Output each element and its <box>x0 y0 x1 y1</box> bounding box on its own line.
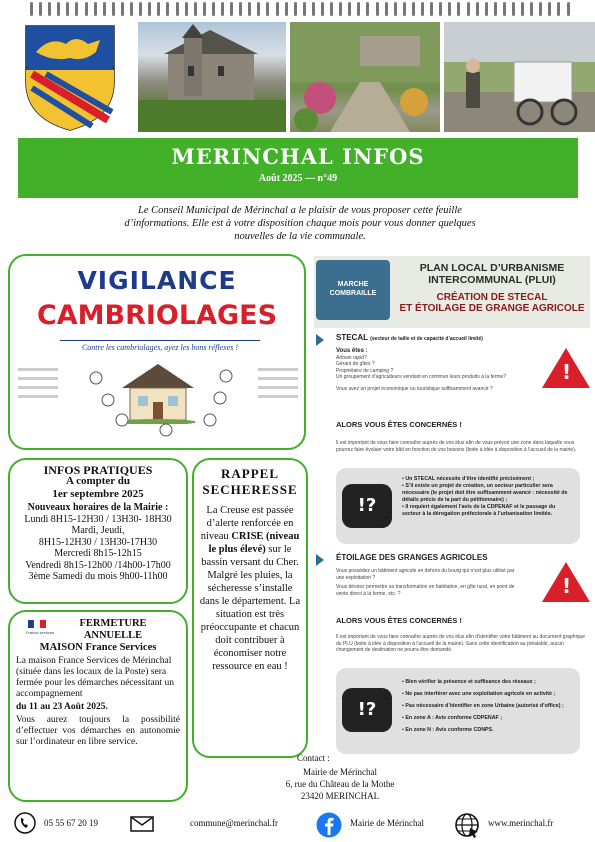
list-item: ▪ Un STECAL nécessite d’être identifié précisément ; <box>402 476 574 483</box>
warning-icon: ! <box>542 562 590 602</box>
rappel-secheresse-box <box>192 458 308 758</box>
spiral-ring <box>239 2 242 16</box>
parade-photo <box>444 22 595 132</box>
spiral-ring <box>557 2 560 16</box>
stecal-info: Il est important de vous faire connaître auprès de vos élus afin de vous prévoir une zone dans laquelle vous pourrez faire évoluer votre bâti en fonction de vos besoins (boite à idée à disposition à l’accueil de la mairie). <box>336 440 577 453</box>
spiral-ring <box>166 2 169 16</box>
title-banner <box>18 138 578 198</box>
france-services-label: France services <box>26 630 55 635</box>
spiral-ring <box>303 2 306 16</box>
spiral-ring <box>148 2 151 16</box>
france-services-logo <box>26 620 56 640</box>
contact-block <box>255 752 425 802</box>
spiral-ring <box>567 2 570 16</box>
spiral-ring <box>512 2 515 16</box>
question: Vous désirez permettre sa transformation en habitation, en gîte rural, en point de vente direct à la ferme, etc. ? <box>336 584 515 597</box>
plui-subtitle-line: CRÉATION DE STECAL <box>436 292 548 303</box>
contact-line: 23420 MERINCHAL <box>300 791 380 801</box>
question: Propriétaire de camping ? <box>336 367 394 374</box>
warning-icon: ! <box>542 348 590 388</box>
spiral-ring <box>312 2 315 16</box>
website-link[interactable]: www.merinchal.fr <box>488 818 554 828</box>
spiral-ring <box>48 2 51 16</box>
question-icon: !? <box>342 688 392 732</box>
coat-of-arms-icon <box>22 22 118 132</box>
intro-text <box>100 204 500 243</box>
question: Gérant de gîtes ? <box>336 361 375 367</box>
hours-line: Vendredi 8h15-12h00 /14h00-17h00 <box>25 559 171 571</box>
fermeture-title: FERMETURE <box>79 618 147 629</box>
spiral-ring <box>348 2 351 16</box>
spiral-ring <box>212 2 215 16</box>
list-item: ▪ Il requiert également l’avis de la CDPENAF et le passage du secteur à la dérogation préfectorale à l’urbanisation limitée. <box>402 504 574 518</box>
phone-icon <box>14 812 36 834</box>
footer <box>0 812 595 838</box>
plui-panel <box>314 256 590 818</box>
spiral-ring <box>412 2 415 16</box>
spiral-ring <box>203 2 206 16</box>
spiral-ring <box>421 2 424 16</box>
spiral-ring <box>157 2 160 16</box>
intro-line: Le Conseil Municipal de Mérinchal a le plaisir de vous proposer cette feuille <box>138 205 462 216</box>
fermeture-text: Vous aurez toujours la possibilité d’effectuer vos démarches en autonomie sur l’ordinateur en libre service. <box>16 715 180 747</box>
vigilance-box <box>8 254 306 450</box>
secheresse-title: SECHERESSE <box>202 482 298 497</box>
list-item: ▪ Ne pas interférer avec une exploitation agricole en activité ; <box>402 688 574 700</box>
list-item: ▪ Pas nécessaire d’identifier en zone Urbaine (autorisé d’office) ; <box>402 700 574 712</box>
spiral-ring <box>439 2 442 16</box>
vigilance-tagline: Contre les cambriolages, ayez les bons réflexes ! <box>60 340 260 352</box>
contact-line: Mairie de Mérinchal <box>303 767 377 777</box>
intro-line: d’informations. Elle est à votre disposition chaque mois pour vous donner quelques <box>124 218 476 229</box>
concerned-heading: ALORS VOUS ÊTES CONCERNÉS ! <box>336 420 462 429</box>
spiral-ring <box>185 2 188 16</box>
list-item: ▪ Bien vérifier la présence et suffisance des réseaux ; <box>402 676 574 688</box>
etoilage-title: ÉTOILAGE DES GRANGES AGRICOLES <box>336 553 488 562</box>
garden-path-photo <box>290 22 440 132</box>
arrow-icon <box>316 554 324 566</box>
hours-line: 8H15-12H30 / 13H30-17H30 <box>38 536 158 548</box>
question: Vous possédez un bâtiment agricole en dehors du bourg qui n’est plus utilisé par une exploitation ? <box>336 568 515 581</box>
spiral-ring <box>366 2 369 16</box>
stecal-questions <box>336 348 516 392</box>
infos-date-line: 1er septembre 2025 <box>52 488 144 500</box>
castle-photo <box>138 22 286 132</box>
plui-subtitle-line: ET ÉTOILAGE DE GRANGE AGRICOLE <box>399 303 585 314</box>
spiral-ring <box>394 2 397 16</box>
spiral-ring <box>448 2 451 16</box>
spiral-ring <box>266 2 269 16</box>
hours-line: Mercredi 8h15-12h15 <box>54 548 142 559</box>
infos-pratiques-box <box>8 458 188 604</box>
spiral-ring <box>548 2 551 16</box>
vous-etes: Vous êtes : <box>336 348 368 354</box>
plui-title-line: PLAN LOCAL D’URBANISME <box>419 262 565 274</box>
newsletter-title: MERINCHAL INFOS <box>171 144 425 169</box>
arrow-icon <box>316 334 324 346</box>
tips-right <box>258 362 298 422</box>
stecal-requirements <box>336 468 580 544</box>
spiral-ring <box>57 2 60 16</box>
spiral-ring <box>230 2 233 16</box>
stecal-title: STECAL (secteur de taille et de capacité d’accueil limité) <box>336 333 483 342</box>
annuelle-title: ANNUELLE <box>83 630 143 641</box>
marche-combraille-logo: MARCHE COMBRAILLE <box>316 260 390 320</box>
spiral-ring <box>176 2 179 16</box>
maison-title: MAISON France Services <box>39 642 157 653</box>
issue-number: Août 2025 — n°49 <box>258 173 338 184</box>
etoilage-requirements <box>336 668 580 754</box>
hours-line: 3ème Samedi du mois 9h00-11h00 <box>28 571 168 582</box>
fermeture-text: La maison France Services de Mérinchal (située dans les locaux de la Poste) sera fermée pour les démarches nécessitant un accompagnement <box>16 656 175 699</box>
mail-icon <box>130 816 154 832</box>
contact-line: 6, rue du Château de la Mothe <box>285 779 395 789</box>
phone-number[interactable]: 05 55 67 20 19 <box>44 818 98 828</box>
spiral-binding <box>30 2 570 18</box>
spiral-ring <box>94 2 97 16</box>
spiral-ring <box>139 2 142 16</box>
facebook-link[interactable]: Mairie de Mérinchal <box>350 818 424 828</box>
list-item: ▪ En zone A : Avis conforme CDPENAF ; <box>402 712 574 724</box>
infos-title: INFOS PRATIQUES <box>43 463 153 477</box>
spiral-ring <box>85 2 88 16</box>
spiral-ring <box>330 2 333 16</box>
spiral-ring <box>539 2 542 16</box>
list-item: ▪ En zone N : Avis conforme CDNPS. <box>402 724 574 736</box>
header-photos <box>18 18 578 136</box>
contact-label: Contact : <box>297 753 330 763</box>
crise-level: CRISE (niveau le plus élevé) <box>208 531 300 555</box>
vigilance-title: VIGILANCE <box>77 266 237 295</box>
spiral-ring <box>321 2 324 16</box>
globe-icon <box>454 812 480 838</box>
facebook-icon <box>316 812 342 838</box>
plui-header <box>314 256 590 328</box>
spiral-ring <box>30 2 33 16</box>
spiral-ring <box>339 2 342 16</box>
question: Vous avez un projet économique ou touristique suffisamment avancé ? <box>336 385 493 392</box>
rappel-text: La Creuse est passée d’alerte renforcée en niveau <box>200 505 294 542</box>
spiral-ring <box>457 2 460 16</box>
spiral-ring <box>194 2 197 16</box>
hours-line: Lundi 8H15-12H30 / 13H30- 18H30 <box>24 513 172 525</box>
rappel-body <box>198 504 302 673</box>
spiral-ring <box>121 2 124 16</box>
spiral-ring <box>521 2 524 16</box>
etoilage-info: Il est important de vous faire connaître auprès de vos élus afin d’identifier votre bâtiment au document graphique du PLU (boite à idée à disposition à l’accueil de la mairie). Sans cette identification au préalable, aucun changement de destination ne pourra être demandé. <box>336 634 586 653</box>
hours-line: Mardi, Jeudi, <box>71 525 125 536</box>
spiral-ring <box>476 2 479 16</box>
spiral-ring <box>103 2 106 16</box>
spiral-ring <box>66 2 69 16</box>
rappel-text: sur le bassin versant du Cher. Malgré les pluies, la sécheresse s’installe dans le département. La situation est très préoccupante et chacun doit contribuer à économiser notre ressource en eau ! <box>199 544 301 672</box>
spiral-ring <box>357 2 360 16</box>
spiral-ring <box>403 2 406 16</box>
spiral-ring <box>130 2 133 16</box>
concerned-heading: ALORS VOUS ÊTES CONCERNÉS ! <box>336 616 462 625</box>
spiral-ring <box>276 2 279 16</box>
list-item: ▪ S’il existe un projet de création, un secteur particulier sera nécessaire (le projet doit être suffisamment avancé : nécessité de détails précis de la part du pétitionnaire) ; <box>402 483 574 504</box>
infos-date-line: A compter du <box>66 475 130 487</box>
spiral-ring <box>112 2 115 16</box>
spiral-ring <box>494 2 497 16</box>
spiral-ring <box>257 2 260 16</box>
question: Un groupement d’agriculteurs vendant en commun leurs produits à la ferme? <box>336 374 507 380</box>
plui-subtitle <box>394 292 590 314</box>
hours-label: Nouveaux horaires de la Mairie : <box>27 502 169 513</box>
email-link[interactable]: commune@merinchal.fr <box>190 818 279 828</box>
spiral-ring <box>467 2 470 16</box>
plui-title <box>394 262 590 286</box>
etoilage-questions <box>336 568 516 597</box>
spiral-ring <box>503 2 506 16</box>
intro-line: nouvelles de la vie communale. <box>234 231 366 242</box>
spiral-ring <box>430 2 433 16</box>
cambriolages-title: CAMBRIOLAGES <box>36 300 278 331</box>
spiral-ring <box>248 2 251 16</box>
fermeture-dates: du 11 au 23 Août 2025. <box>16 702 108 712</box>
fermeture-box <box>8 610 188 802</box>
spiral-ring <box>294 2 297 16</box>
spiral-ring <box>376 2 379 16</box>
spiral-ring <box>75 2 78 16</box>
question: Artisan rapid? <box>336 354 367 361</box>
etoilage-list <box>402 676 574 736</box>
spiral-ring <box>385 2 388 16</box>
spiral-ring <box>221 2 224 16</box>
plui-title-line: INTERCOMMUNAL (PLUI) <box>428 274 556 286</box>
question-icon: !? <box>342 484 392 528</box>
rappel-title: RAPPEL <box>221 466 279 481</box>
stecal-list <box>402 476 574 518</box>
spiral-ring <box>485 2 488 16</box>
spiral-ring <box>285 2 288 16</box>
spiral-ring <box>39 2 42 16</box>
tips-left <box>18 362 58 422</box>
tips-icons <box>50 356 270 440</box>
spiral-ring <box>530 2 533 16</box>
